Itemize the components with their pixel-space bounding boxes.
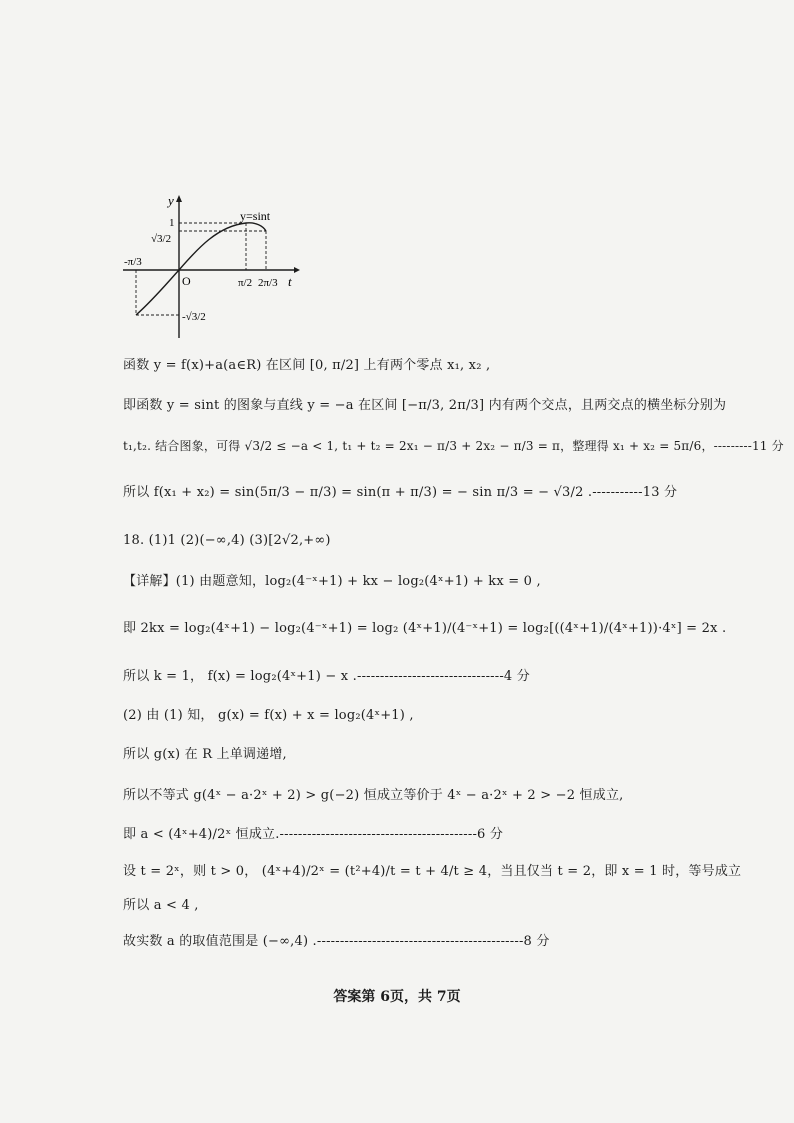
y-axis-label: y bbox=[168, 193, 174, 208]
origin-label: O bbox=[182, 274, 191, 288]
sine-graph bbox=[118, 190, 308, 340]
text-line-3: t₁,t₂. 结合图象，可得 √3/2 ≤ −a < 1, t₁ + t₂ = 2x₁ − π/3 + 2x₂ − π/3 = π，整理得 x₁ + x₂ = 5π/6，---------11 分 bbox=[123, 439, 784, 453]
text-line-1: 函数 y = f(x)+a(a∈R) 在区间 [0, π/2] 上有两个零点 x₁, x₂ , bbox=[123, 358, 491, 373]
detail-step-8: 设 t = 2ˣ，则 t > 0， (4ˣ+4)/2ˣ = (t²+4)/t = t + 4/t ≥ 4，当且仅当 t = 2，即 x = 1 时，等号成立 bbox=[123, 864, 742, 879]
detail-step-5: 所以 g(x) 在 R 上单调递增, bbox=[123, 747, 287, 762]
question-18-answers: 18. (1)1 (2)(−∞,4) (3)[2√2,+∞) bbox=[123, 533, 331, 548]
page-footer: 答案第 6页，共 7页 bbox=[333, 989, 461, 1005]
text-line-2: 即函数 y = sint 的图象与直线 y = −a 在区间 [−π/3, 2π/3] 内有两个交点，且两交点的横坐标分别为 bbox=[123, 398, 727, 413]
t-tick-pi-2: π/2 bbox=[238, 277, 253, 289]
y-tick-neg-sqrt3-over-2: -√3/2 bbox=[182, 311, 206, 323]
detail-step-3: 所以 k = 1， f(x) = log₂(4ˣ+1) − x .--------------------------------4 分 bbox=[123, 669, 530, 684]
curve-label: y=sint bbox=[240, 209, 271, 223]
t-tick-2pi-3: 2π/3 bbox=[258, 277, 278, 289]
detail-step-1: 【详解】(1) 由题意知，log₂(4⁻ˣ+1) + kx − log₂(4ˣ+1) + kx = 0 , bbox=[123, 574, 541, 589]
detail-step-4: (2) 由 (1) 知， g(x) = f(x) + x = log₂(4ˣ+1) , bbox=[123, 708, 414, 723]
detail-step-6: 所以不等式 g(4ˣ − a·2ˣ + 2) > g(−2) 恒成立等价于 4ˣ − a·2ˣ + 2 > −2 恒成立, bbox=[123, 788, 624, 803]
text-line-4: 所以 f(x₁ + x₂) = sin(5π/3 − π/3) = sin(π + π/3) = − sin π/3 = − √3/2 .-----------13 分 bbox=[123, 485, 678, 500]
detail-step-7: 即 a < (4ˣ+4)/2ˣ 恒成立.-------------------------------------------6 分 bbox=[123, 827, 504, 842]
detail-step-10: 故实数 a 的取值范围是 (−∞,4) .---------------------------------------------8 分 bbox=[123, 934, 550, 949]
y-tick-sqrt3-over-2: √3/2 bbox=[151, 233, 172, 245]
t-tick-neg-pi-3: -π/3 bbox=[124, 256, 142, 268]
t-axis-label: t bbox=[288, 274, 292, 289]
y-tick-1: 1 bbox=[169, 217, 175, 229]
detail-step-9: 所以 a < 4 , bbox=[123, 898, 199, 913]
detail-step-2: 即 2kx = log₂(4ˣ+1) − log₂(4⁻ˣ+1) = log₂ (4ˣ+1)/(4⁻ˣ+1) = log₂[((4ˣ+1)/(4ˣ+1))·4ˣ] = 2x . bbox=[123, 621, 727, 636]
